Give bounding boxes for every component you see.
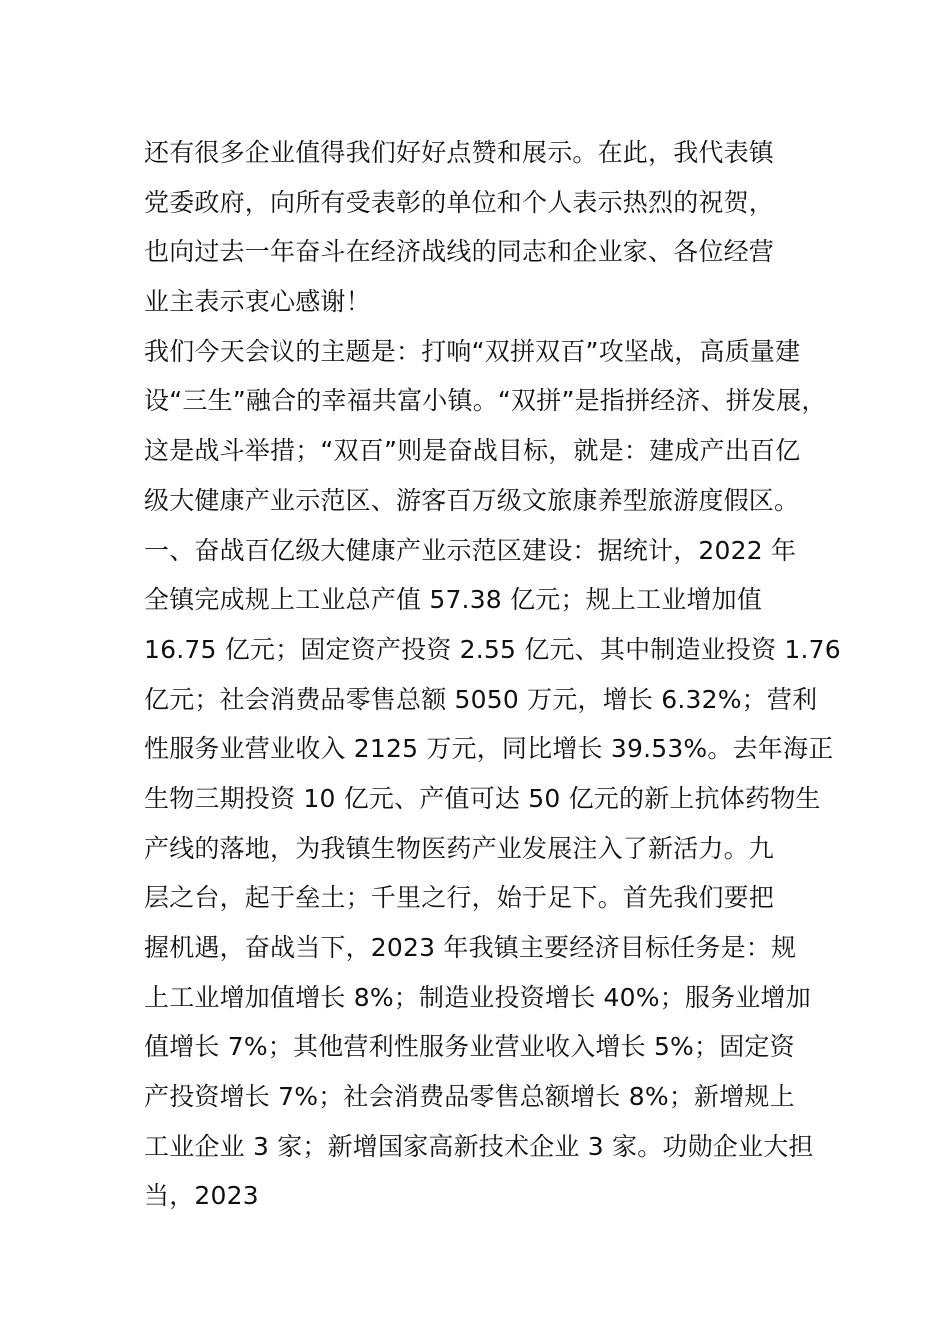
text-line: 性服务业营业收入 2125 万元，同比增长 39.53%。去年海正 xyxy=(144,734,834,764)
text-line: 值增长 7%；其他营利性服务业营业收入增长 5%；固定资 xyxy=(144,1032,795,1062)
text-line: 16.75 亿元；固定资产投资 2.55 亿元、其中制造业投资 1.76 xyxy=(144,634,841,664)
document-body xyxy=(144,128,844,1221)
text-line: 层之台，起于垒土；千里之行，始于足下。首先我们要把 xyxy=(144,883,775,913)
text-line: 这是战斗举措；“双百”则是奋战目标，就是：建成产出百亿 xyxy=(144,436,801,466)
text-line: 全镇完成规上工业总产值 57.38 亿元；规上工业增加值 xyxy=(144,585,763,615)
text-line: 党委政府，向所有受表彰的单位和个人表示热烈的祝贺， xyxy=(144,187,775,217)
text-line: 产投资增长 7%；社会消费品零售总额增长 8%；新增规上 xyxy=(144,1082,795,1112)
text-line: 业主表示衷心感谢！ xyxy=(144,287,371,317)
text-line: 上工业增加值增长 8%；制造业投资增长 40%；服务业增加 xyxy=(144,982,811,1012)
text-line: 级大健康产业示范区、游客百万级文旅康养型旅游度假区。 xyxy=(144,485,800,515)
text-line: 生物三期投资 10 亿元、产值可达 50 亿元的新上抗体药物生 xyxy=(144,783,821,813)
text-line: 还有很多企业值得我们好好点赞和展示。在此，我代表镇 xyxy=(144,138,775,167)
text-line: 一、奋战百亿级大健康产业示范区建设：据统计，2022 年 xyxy=(144,535,797,565)
text-line: 当，2023 xyxy=(144,1181,259,1211)
text-line: 设“三生”融合的幸福共富小镇。“双拼”是指拼经济、拼发展， xyxy=(144,386,827,416)
text-line: 也向过去一年奋斗在经济战线的同志和企业家、各位经营 xyxy=(144,237,775,267)
text-line: 工业企业 3 家；新增国家高新技术企业 3 家。功勋企业大担 xyxy=(144,1131,814,1161)
text-line: 产线的落地，为我镇生物医药产业发展注入了新活力。九 xyxy=(144,833,775,863)
text-line: 亿元；社会消费品零售总额 5050 万元，增长 6.32%；营利 xyxy=(144,684,818,714)
text-line: 我们今天会议的主题是：打响“双拼双百”攻坚战，高质量建 xyxy=(144,336,801,366)
text-line: 握机遇，奋战当下，2023 年我镇主要经济目标任务是：规 xyxy=(144,933,797,962)
